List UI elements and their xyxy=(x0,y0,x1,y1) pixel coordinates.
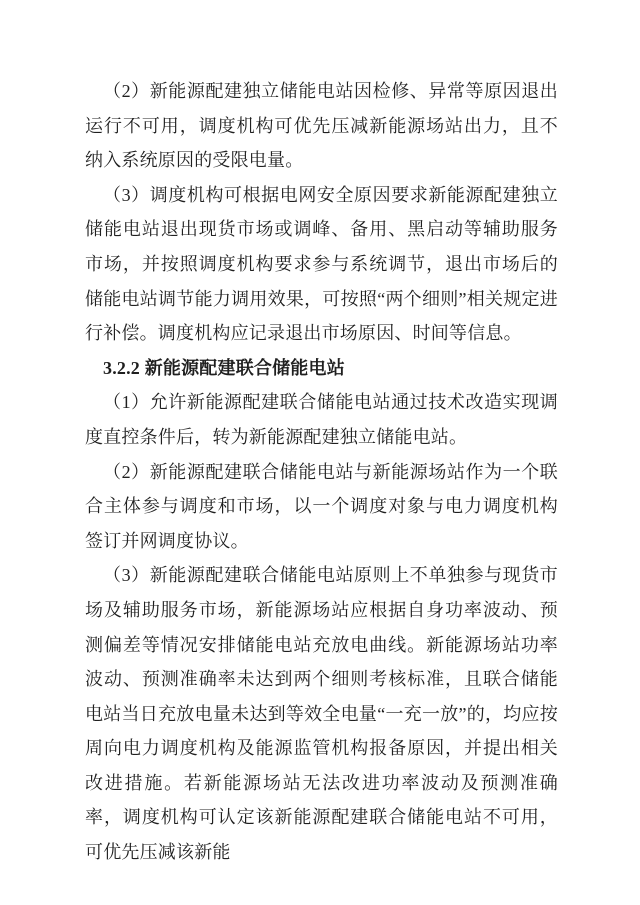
paragraph: （2）新能源配建独立储能电站因检修、异常等原因退出运行不可用，调度机构可优先压减新能源场站出力，且不纳入系统原因的受限电量。 xyxy=(85,81,558,171)
paragraph: （3）调度机构可根据电网安全原因要求新能源配建独立储能电站退出现货市场或调峰、备用、黑启动等辅助服务市场，并按照调度机构要求参与系统调节，退出市场后的储能电站调节能力调用效果，可按照“两个细则”相关规定进行补偿。调度机构应记录退出市场原因、时间等信息。 xyxy=(85,184,558,344)
paragraph: （3）新能源配建联合储能电站原则上不单独参与现货市场及辅助服务市场，新能源场站应根据自身功率波动、预测偏差等情况安排储能电站充放电曲线。新能源场站功率波动、预测准确率未达到两个细则考核标准，且联合储能电站当日充放电量未达到等效全电量“一充一放”的，均应按周向电力调度机构及能源监管机构报备原因，并提出相关改进措施。若新能源场站无法改进功率波动及预测准确率，调度机构可认定该新能源配建联合储能电站不可用，可优先压减该新能 xyxy=(85,565,558,863)
section-heading: 3.2.2 新能源配建联合储能电站 xyxy=(103,357,345,378)
paragraph: （2）新能源配建联合储能电站与新能源场站作为一个联合主体参与调度和市场，以一个调度对象与电力调度机构签订并网调度协议。 xyxy=(85,461,558,551)
paragraph: （1）允许新能源配建联合储能电站通过技术改造实现调度直控条件后，转为新能源配建独立储能电站。 xyxy=(85,392,558,447)
